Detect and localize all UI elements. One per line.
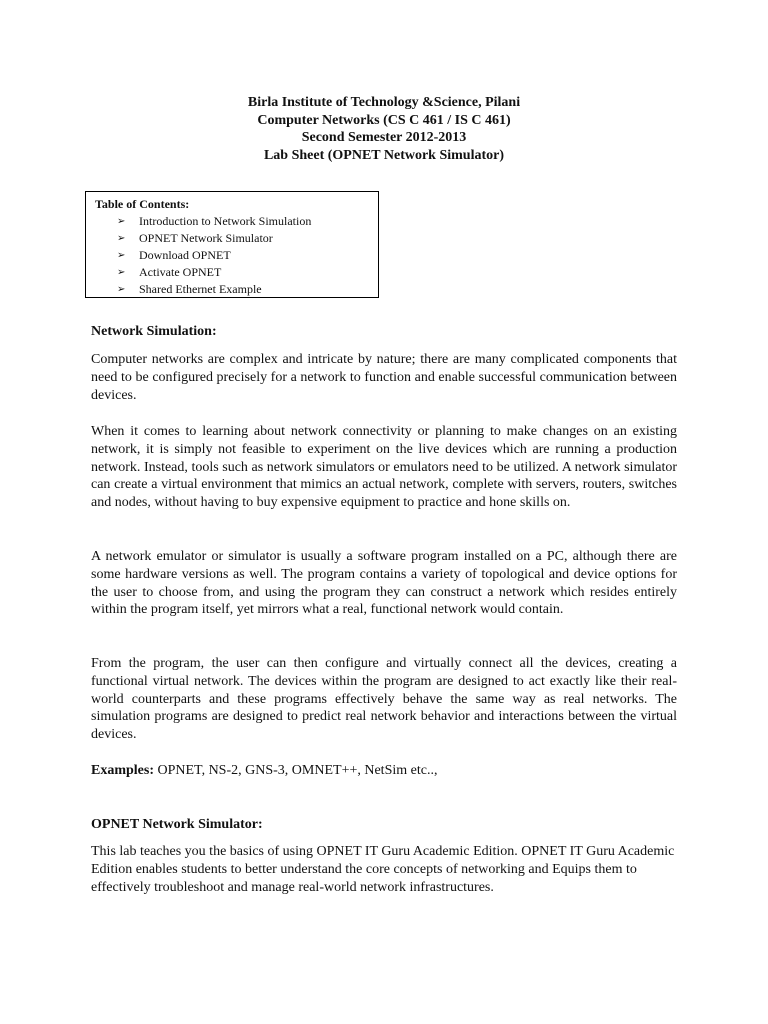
- section-heading-opnet: OPNET Network Simulator:: [91, 817, 263, 832]
- examples-text: OPNET, NS-2, GNS-3, OMNET++, NetSim etc..,: [154, 763, 438, 778]
- examples-line: [91, 763, 437, 779]
- paragraph: A network emulator or simulator is usually a software program installed on a PC, although there are some hardware versions as well. The program contains a variety of topological and device options for the user to choose from, and using the program they can construct a network which resides entirely within the program itself, yet mirrors what a real, functional network would contain.: [91, 549, 677, 618]
- toc-item: [95, 247, 378, 264]
- document-header: [0, 94, 768, 164]
- arrow-bullet-icon: ➢: [117, 250, 126, 261]
- toc-item-label: OPNET Network Simulator: [139, 231, 273, 245]
- toc-item-label: Introduction to Network Simulation: [139, 214, 312, 228]
- paragraph: From the program, the user can then configure and virtually connect all the devices, creating a functional virtual network. The devices within the program are designed to act exactly like their real-world counterparts and these programs effectively behave the same way as real networks. The simulation programs are designed to predict real network behavior and interactions between the virtual devices.: [91, 656, 677, 743]
- toc-title: Table of Contents:: [95, 197, 190, 211]
- arrow-bullet-icon: ➢: [117, 284, 126, 295]
- arrow-bullet-icon: ➢: [117, 233, 126, 244]
- toc-item-label: Download OPNET: [139, 248, 231, 262]
- toc-item: [95, 213, 378, 230]
- paragraph: When it comes to learning about network connectivity or planning to make changes on an existing network, it is simply not feasible to experiment on the live devices which are running a production network. Instead, tools such as network simulators or emulators need to be utilized. A network simulator can create a virtual environment that mimics an actual network, complete with servers, routers, switches and nodes, without having to buy expensive equipment to practice and hone skills on.: [91, 424, 677, 511]
- toc-item: [95, 264, 378, 281]
- lab-sheet-title: Lab Sheet (OPNET Network Simulator): [263, 147, 505, 163]
- toc-item: [95, 281, 378, 298]
- toc-item: [95, 230, 378, 247]
- arrow-bullet-icon: ➢: [117, 216, 126, 227]
- toc-item-label: Shared Ethernet Example: [139, 282, 262, 296]
- toc-list: [95, 213, 378, 298]
- course-title: Computer Networks (CS C 461 / IS C 461): [257, 112, 511, 128]
- semester-title: Second Semester 2012-2013: [301, 130, 467, 145]
- table-of-contents-box: [85, 191, 379, 298]
- paragraph: Computer networks are complex and intricate by nature; there are many complicated components that need to be configured precisely for a network to function and enable successful communication between devices.: [91, 352, 677, 403]
- section-heading-network-simulation: Network Simulation:: [91, 324, 217, 339]
- paragraph: This lab teaches you the basics of using OPNET IT Guru Academic Edition. OPNET IT Guru Academic Edition enables students to better understand the core concepts of networking and Equips them to effectively troubleshoot and manage real-world network infrastructures.: [91, 844, 675, 895]
- arrow-bullet-icon: ➢: [117, 267, 126, 278]
- toc-item-label: Activate OPNET: [139, 265, 222, 279]
- institute-title: Birla Institute of Technology &Science, Pilani: [247, 95, 521, 110]
- examples-label: Examples:: [91, 763, 154, 778]
